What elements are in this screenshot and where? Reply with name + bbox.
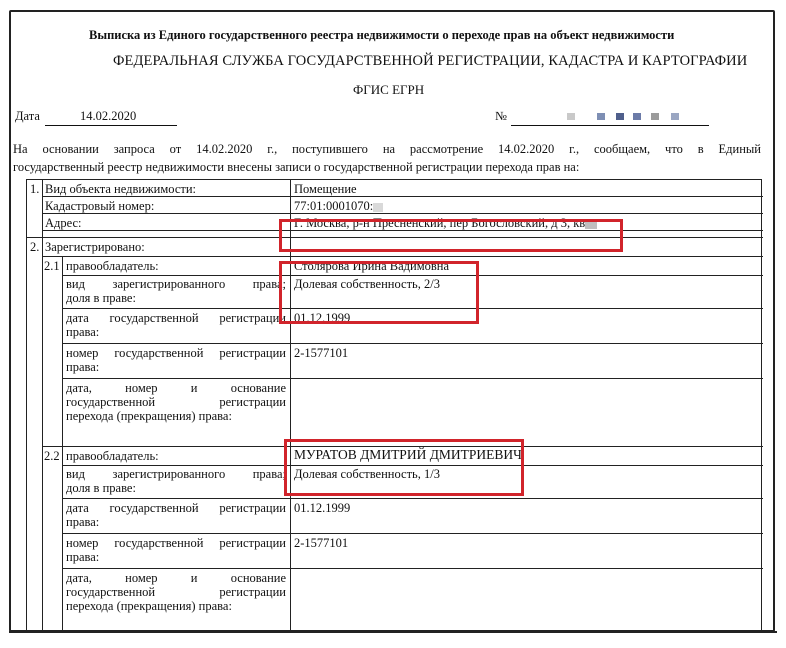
cadastral-number-label: Кадастровый номер: [45,199,155,213]
page-bottom-edge [9,631,777,633]
date-label: Дата [15,109,40,123]
holder-2-2-number: 2.2 [44,449,60,463]
holder-2-2-reg-label [66,536,286,564]
kind-label-line: вид зарегистрированного права; [66,467,286,481]
holder-2-1-value: Столярова Ирина Вадимовна [294,259,450,273]
address-label: Адрес: [45,216,82,230]
reg-label-line: права: [66,360,100,374]
number-underline [511,125,709,126]
holder-2-1-label: правообладатель: [66,259,159,273]
holder-2-2-highlight [284,439,524,496]
document-title: Выписка из Единого государственного реестра недвижимости о переходе прав на объект недвижимости [89,28,675,42]
object-type-label: Вид объекта недвижимости: [45,182,197,196]
holder-2-1-basis-label [66,381,286,423]
holder-2-1-kind-label [66,277,286,305]
holder-2-1-kind-value: Долевая собственность, 2/3 [294,277,440,291]
holder-2-2-label: правообладатель: [66,449,159,463]
holder-2-1-highlight [279,261,479,324]
intro-paragraph [13,140,761,176]
date-value: 14.02.2020 [80,109,137,123]
object-type-value: Помещение [294,182,357,196]
agency-name: ФЕДЕРАЛЬНАЯ СЛУЖБА ГОСУДАРСТВЕННОЙ РЕГИСТРАЦИИ, КАДАСТРА И КАРТОГРАФИИ [113,53,748,69]
reg-label-line: номер государственной регистрации [66,346,286,360]
date-label-line: права: [66,515,100,529]
holder-2-1-reg-value: 2-1577101 [294,346,349,360]
holder-2-2-kind-value: Долевая собственность, 1/3 [294,467,440,481]
cadastral-number-value [294,199,383,213]
holder-2-1-reg-label [66,346,286,374]
section-1-number: 1. [30,182,40,196]
holder-2-2-value: МУРАТОВ ДМИТРИЙ ДМИТРИЕВИЧ [294,447,522,462]
intro-line-1: На основании запроса от 14.02.2020 г., поступившего на рассмотрение 14.02.2020 г., сообщаем, что в Единый [13,142,761,156]
intro-line-2: государственный реестр недвижимости внесены записи о государственной регистрации перехода прав на: [13,160,580,174]
cadastral-number-text: 77:01:0001070: [294,199,374,213]
basis-label-line: дата, номер и основание [66,381,286,395]
holder-2-2-kind-label [66,467,286,495]
date-label-line: дата государственной регистрации [66,501,286,515]
system-name: ФГИС ЕГРН [353,82,425,97]
address-text: Г. Москва, р-н Пресненский, пер Богословский, д 3, кв [294,216,586,230]
holder-2-2-reg-value: 2-1577101 [294,536,349,550]
address-highlight [279,219,623,252]
kind-label-line: доля в праве: [66,481,136,495]
holder-2-1-date-label [66,311,286,339]
kind-label-line: вид зарегистрированного права; [66,277,286,291]
date-label-line: права: [66,325,100,339]
holder-2-2-date-value: 01.12.1999 [294,501,351,515]
number-label: № [495,109,507,123]
document-page [9,10,775,632]
holder-2-2-basis-label [66,571,286,613]
basis-label-line: перехода (прекращения) права: [66,409,232,423]
date-underline [45,125,177,126]
holder-2-1-date-value: 01.12.1999 [294,311,351,325]
basis-label-line: государственной регистрации [66,395,286,409]
date-label-line: дата государственной регистрации [66,311,286,325]
redacted-cadastral [373,203,383,212]
section-2-number: 2. [30,240,40,254]
holder-2-2-date-label [66,501,286,529]
basis-label-line: государственной регистрации [66,585,286,599]
kind-label-line: доля в праве: [66,291,136,305]
basis-label-line: дата, номер и основание [66,571,286,585]
reg-label-line: права: [66,550,100,564]
reg-label-line: номер государственной регистрации [66,536,286,550]
registered-title: Зарегистрировано: [45,240,145,254]
holder-2-1-number: 2.1 [44,259,60,273]
basis-label-line: перехода (прекращения) права: [66,599,232,613]
